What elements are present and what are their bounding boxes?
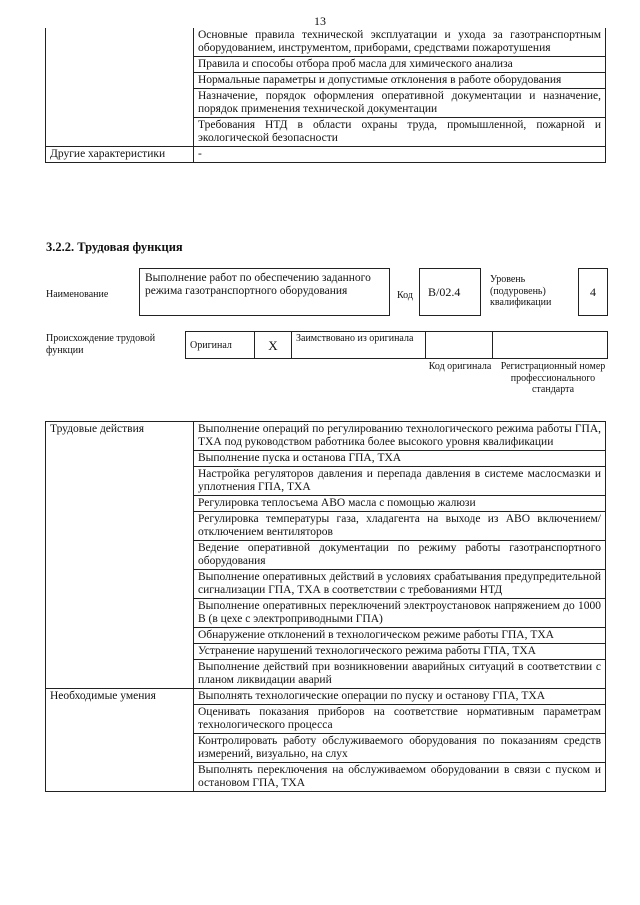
skill-item: Выполнять переключения на обслуживаемом оборудовании в связи с пуском и остановом ГПА, ТХА (194, 763, 606, 792)
labor-action-item: Выполнение оперативных переключений электроустановок напряжением до 1000 В (в цехе с электроприводными ГПА) (194, 599, 606, 628)
knowledge-item: Нормальные параметры и допустимые отклонения в работе оборудования (194, 73, 606, 89)
original-code-caption: Код оригинала (428, 361, 492, 372)
labor-action-item: Выполнение пуска и останова ГПА, ТХА (194, 451, 606, 467)
page-number: 13 (314, 14, 326, 28)
labor-action-item: Устранение нарушений технологического режима работы ГПА, ТХА (194, 644, 606, 660)
labor-action-item: Обнаружение отклонений в технологическом режиме работы ГПА, ТХА (194, 628, 606, 644)
labor-action-item: Выполнение оперативных действий в условиях срабатывания предупредительной сигнализации ГПА, ТХА в соответствии с требованиями НТД (194, 570, 606, 599)
function-name-value: Выполнение работ по обеспечению заданного режима газотранспортного оборудования (139, 268, 390, 316)
labor-action-item: Выполнение действий при возникновении аварийных ситуаций в соответствии с планом ликвидации аварий (194, 660, 606, 689)
original-label: Оригинал (186, 332, 255, 359)
section-title: 3.2.2. Трудовая функция (46, 240, 183, 254)
labor-action-item: Регулировка теплосъема АВО масла с помощью жалюзи (194, 496, 606, 512)
labor-action-item: Настройка регуляторов давления и перепада давления в системе маслосмазки и уплотнения ГПА, ТХА (194, 467, 606, 496)
labor-actions-label: Трудовые действия (46, 422, 194, 689)
name-label: Наименование (46, 289, 109, 300)
original-code-cell (426, 332, 493, 359)
original-mark: X (255, 332, 292, 359)
labor-action-item: Регулировка температуры газа, хладагента на выходе из АВО включением/отключением вентиляторов (194, 512, 606, 541)
registration-number-caption: Регистрационный номер профессионального стандарта (500, 361, 606, 395)
level-value: 4 (578, 268, 608, 316)
table-row (46, 147, 606, 163)
skill-item: Оценивать показания приборов на соответствие нормативным параметрам технологического процесса (194, 705, 606, 734)
required-knowledge-table (45, 28, 606, 163)
registration-number-cell (493, 332, 608, 359)
code-value: В/02.4 (419, 268, 481, 316)
table-row (46, 28, 606, 57)
other-characteristics-label: Другие характеристики (46, 147, 194, 163)
knowledge-label-cell (46, 28, 194, 147)
knowledge-item: Требования НТД в области охраны труда, промышленной, пожарной и экологической безопасности (194, 118, 606, 147)
required-skills-label: Необходимые умения (46, 689, 194, 792)
borrowed-label: Заимствовано из оригинала (292, 332, 426, 359)
actions-skills-table (45, 421, 606, 792)
table-row (186, 332, 608, 359)
labor-action-item: Ведение оперативной документации по режиму работы газотранспортного оборудования (194, 541, 606, 570)
other-characteristics-value: - (194, 147, 606, 163)
knowledge-item: Назначение, порядок оформления оперативной документации и назначение, порядок применения технической документации (194, 89, 606, 118)
skill-item: Выполнять технологические операции по пуску и останову ГПА, ТХА (194, 689, 606, 705)
level-label: Уровень (подуровень) квалификации (490, 274, 552, 308)
table-row (46, 689, 606, 705)
origin-table (185, 331, 608, 359)
knowledge-item: Основные правила технической эксплуатации и ухода за газотранспортным оборудованием, инструментом, приборами, средствами пожаротушения (194, 28, 606, 57)
table-row (46, 422, 606, 451)
labor-action-item: Выполнение операций по регулированию технологического режима работы ГПА, ТХА под руководством работника более высокого уровня квалификации (194, 422, 606, 451)
origin-label: Происхождение трудовой функции (46, 333, 156, 356)
code-label: Код (397, 290, 413, 301)
knowledge-item: Правила и способы отбора проб масла для химического анализа (194, 57, 606, 73)
skill-item: Контролировать работу обслуживаемого оборудования по показаниям средств измерений, визуально, на слух (194, 734, 606, 763)
